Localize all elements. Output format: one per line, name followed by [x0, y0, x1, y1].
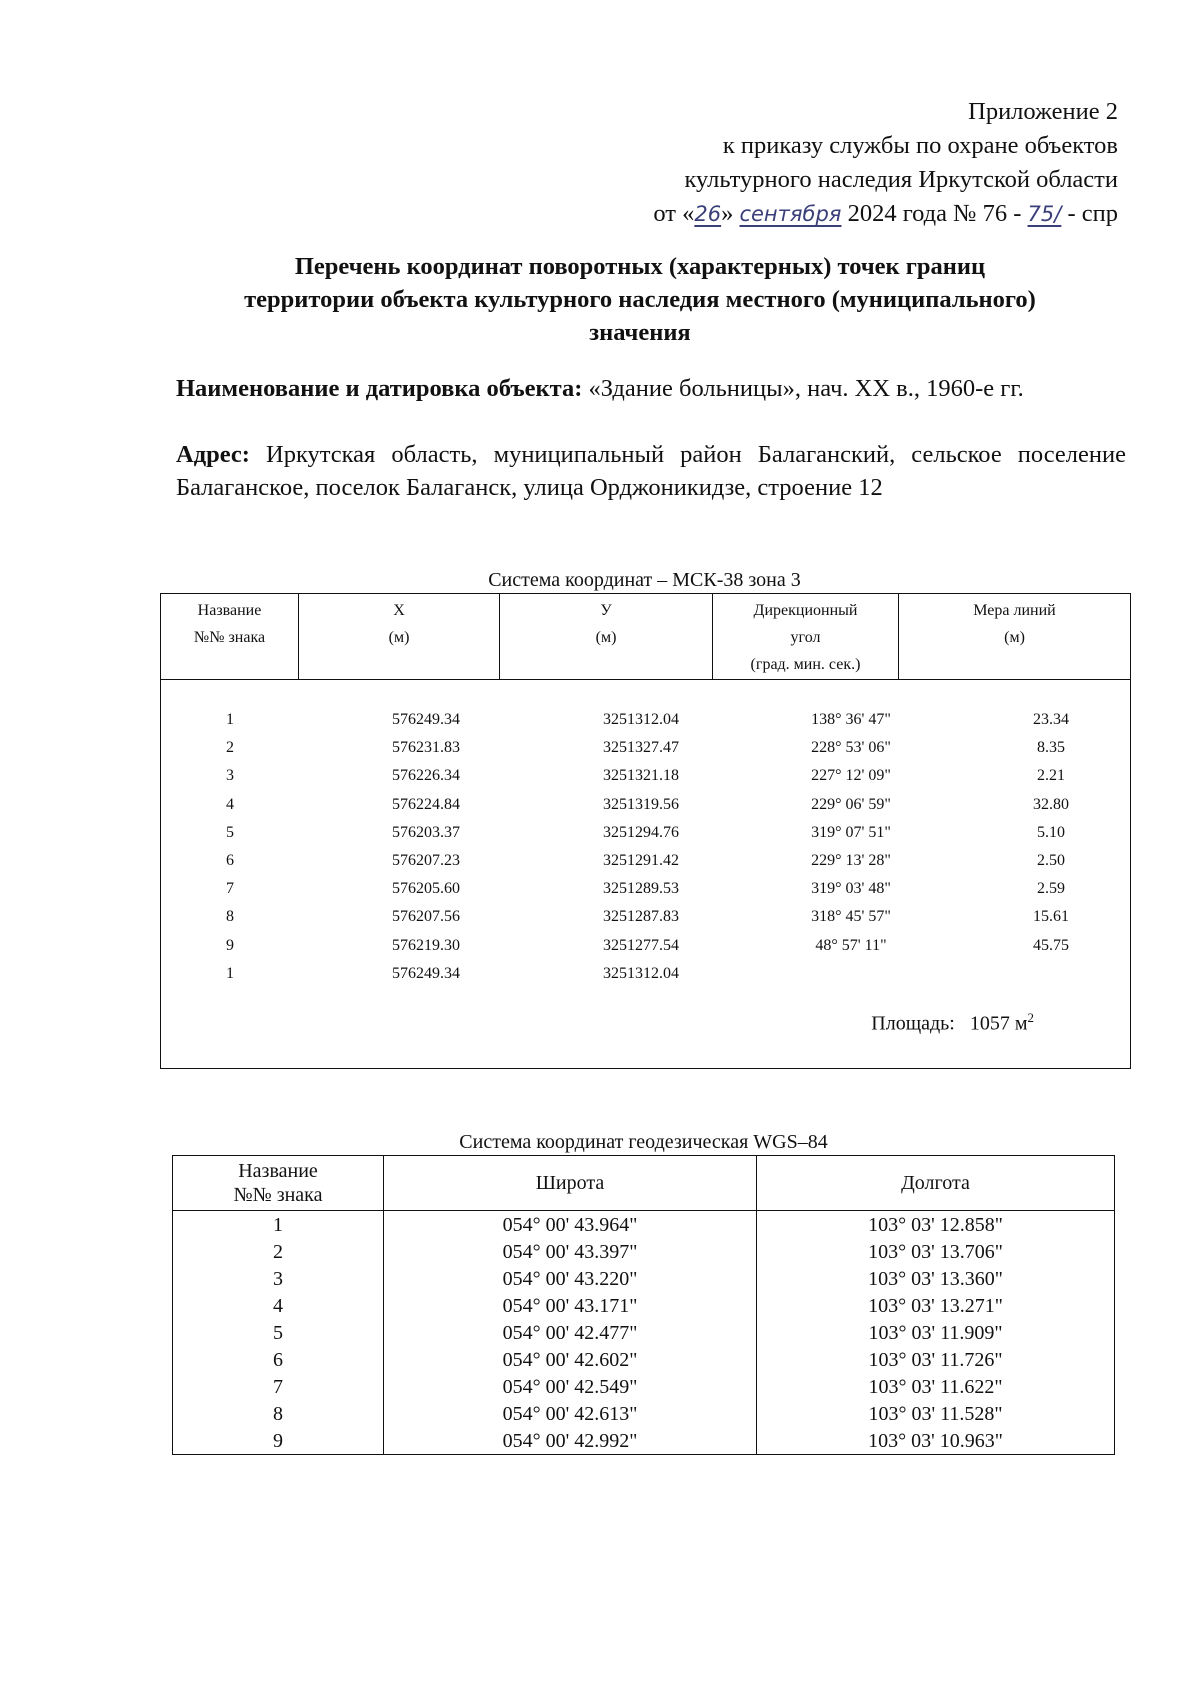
- area-label: Площадь:: [871, 1012, 955, 1035]
- t1-cell-number: 1: [226, 964, 234, 982]
- t2-cell-lon: 103° 03' 11.528": [757, 1400, 1115, 1427]
- t1-cell-number: 9: [226, 936, 234, 954]
- t2-header-lat: Широта: [384, 1156, 757, 1211]
- handwritten-number: 75/: [1027, 202, 1062, 226]
- t1-header-length: [899, 594, 1130, 680]
- t2-cell-lon: 103° 03' 13.271": [757, 1292, 1115, 1319]
- t1-cell-number: 6: [226, 852, 234, 869]
- t1-cell-y: 3251287.83: [603, 908, 679, 926]
- t2-cell-number: 8: [173, 1400, 384, 1427]
- document-title: [150, 250, 1130, 349]
- table2-caption: Система координат геодезическая WGS–84: [459, 1131, 828, 1153]
- t1-header-length-line2: (м): [1004, 629, 1025, 646]
- object-name-value: «Здание больницы», нач. XX в., 1960-е гг.: [588, 375, 1024, 402]
- t2-cell-lat: 054° 00' 43.397": [384, 1238, 757, 1265]
- t2-cell-number: 2: [173, 1238, 384, 1265]
- t1-cell-length: 2.59: [1037, 880, 1065, 898]
- t1-cell-length: 45.75: [1033, 936, 1069, 954]
- t1-cell-angle: 319° 03' 48": [811, 880, 891, 898]
- t1-cell-angle: 48° 57' 11": [815, 936, 887, 954]
- t2-cell-lat: 054° 00' 42.613": [384, 1400, 757, 1427]
- t1-cell-angle: 229° 13' 28": [811, 852, 891, 869]
- t1-cell-number: 1: [226, 711, 234, 728]
- t1-row: [161, 932, 1130, 960]
- t1-cell-y: 3251294.76: [603, 823, 679, 841]
- t1-cell-number: 2: [226, 739, 234, 757]
- t1-row: [161, 734, 1130, 762]
- t2-cell-lat: 054° 00' 43.964": [384, 1211, 757, 1239]
- t1-cell-number: 7: [226, 880, 234, 898]
- t1-header-angle-line1: Дирекционный: [753, 602, 858, 619]
- header-date-line: [653, 198, 1118, 230]
- t1-cell-length: 2.21: [1037, 767, 1065, 785]
- t1-cell-x: 576226.34: [392, 767, 460, 785]
- t1-cell-length: 32.80: [1033, 795, 1069, 813]
- t1-row: [161, 762, 1130, 790]
- t1-header-length-line1: Мера линий: [973, 602, 1056, 619]
- title-line-1: Перечень координат поворотных (характерных) точек границ: [294, 253, 986, 280]
- t2-cell-lon: 103° 03' 11.909": [757, 1319, 1115, 1346]
- t2-row: [173, 1400, 1115, 1427]
- title-line-2: территории объекта культурного наследия местного (муниципального): [244, 286, 1036, 313]
- t2-cell-number: 6: [173, 1346, 384, 1373]
- t1-cell-y: 3251291.42: [603, 852, 679, 869]
- t1-row: [161, 847, 1130, 875]
- t2-row: [173, 1211, 1115, 1239]
- t2-row: [173, 1292, 1115, 1319]
- date-prefix: от «: [653, 200, 695, 227]
- t2-cell-lat: 054° 00' 42.992": [384, 1427, 757, 1455]
- t1-cell-x: 576249.34: [392, 964, 460, 982]
- t1-cell-x: 576249.34: [392, 711, 460, 728]
- t1-row: [161, 791, 1130, 819]
- t2-header-row: [173, 1156, 1115, 1211]
- table1-caption: Система координат – МСК-38 зона 3: [488, 569, 801, 591]
- t1-header-y: [500, 594, 713, 680]
- t1-cell-y: 3251319.56: [603, 795, 679, 813]
- t2-cell-number: 1: [173, 1211, 384, 1239]
- t2-row: [173, 1238, 1115, 1265]
- t1-header-x: [299, 594, 500, 680]
- t2-row: [173, 1265, 1115, 1292]
- t2-cell-number: 5: [173, 1319, 384, 1346]
- t1-cell-angle: 229° 06' 59": [811, 795, 891, 813]
- t1-row: [161, 903, 1130, 931]
- title-line-3: значения: [589, 319, 691, 346]
- t2-cell-lon: 103° 03' 10.963": [757, 1427, 1115, 1455]
- t2-header-lon: Долгота: [757, 1156, 1115, 1211]
- header-appendix: Приложение 2: [968, 98, 1118, 125]
- t1-cell-length: 23.34: [1033, 711, 1069, 728]
- wgs84-coordinates-table: [172, 1155, 1115, 1455]
- t1-header-name: [161, 594, 299, 680]
- t2-cell-lat: 054° 00' 42.549": [384, 1373, 757, 1400]
- address-label: Адрес:: [176, 441, 250, 468]
- t1-header-name-line2: №№ знака: [193, 629, 266, 646]
- t2-cell-lat: 054° 00' 42.477": [384, 1319, 757, 1346]
- t1-cell-number: 3: [226, 767, 234, 785]
- header-order-line: к приказу службы по охране объектов: [722, 132, 1118, 159]
- t1-row: [161, 960, 1130, 988]
- t1-header-x-line2: (м): [388, 629, 410, 646]
- t2-body: [173, 1211, 1115, 1455]
- handwritten-day: 26: [694, 202, 722, 226]
- area-sup: 2: [1027, 1010, 1034, 1025]
- t1-header-angle-line3: (град. мин. сек.): [750, 656, 861, 673]
- t1-cell-angle: 138° 36' 47": [811, 711, 891, 728]
- t2-cell-lon: 103° 03' 11.726": [757, 1346, 1115, 1373]
- t1-row: [161, 875, 1130, 903]
- t2-cell-lon: 103° 03' 13.706": [757, 1238, 1115, 1265]
- t2-cell-lat: 054° 00' 42.602": [384, 1346, 757, 1373]
- t1-header-y-line2: (м): [595, 629, 617, 646]
- t2-cell-lat: 054° 00' 43.220": [384, 1265, 757, 1292]
- t1-header-angle-line2: угол: [790, 629, 821, 646]
- t1-cell-length: 8.35: [1037, 739, 1065, 757]
- object-name-paragraph: [176, 372, 1126, 405]
- t1-cell-y: 3251277.54: [603, 936, 679, 954]
- t1-cell-y: 3251312.04: [603, 964, 679, 982]
- area-line: [871, 1010, 1034, 1036]
- header-service-line: культурного наследия Иркутской области: [684, 166, 1118, 193]
- t2-cell-lon: 103° 03' 13.360": [757, 1265, 1115, 1292]
- date-suffix: - спр: [1067, 200, 1118, 227]
- t2-cell-number: 9: [173, 1427, 384, 1455]
- object-name-label: Наименование и датировка объекта:: [176, 375, 583, 402]
- t1-cell-angle: 228° 53' 06": [811, 739, 891, 757]
- t1-cell-x: 576207.56: [392, 908, 460, 926]
- t2-cell-number: 3: [173, 1265, 384, 1292]
- t2-row: [173, 1373, 1115, 1400]
- t1-cell-length: 15.61: [1033, 908, 1069, 926]
- t1-cell-x: 576231.83: [392, 739, 460, 757]
- t1-header-x-line1: X: [393, 602, 405, 619]
- t2-cell-lon: 103° 03' 12.858": [757, 1211, 1115, 1239]
- t2-header-name-line2: №№ знака: [233, 1184, 323, 1206]
- t1-cell-length: 5.10: [1037, 823, 1065, 841]
- t1-cell-x: 576207.23: [392, 852, 460, 869]
- t1-header-angle: [713, 594, 899, 680]
- handwritten-month: сентября: [739, 202, 842, 226]
- t1-cell-x: 576219.30: [392, 936, 460, 954]
- t2-row: [173, 1427, 1115, 1455]
- t1-row: [161, 706, 1130, 734]
- t1-row: [161, 819, 1130, 847]
- t2-cell-number: 7: [173, 1373, 384, 1400]
- msk-coordinates-table: [160, 593, 1131, 1069]
- t2-cell-lat: 054° 00' 43.171": [384, 1292, 757, 1319]
- t1-cell-number: 4: [226, 795, 234, 813]
- date-mid: »: [721, 200, 734, 227]
- address-value: Иркутская область, муниципальный район Балаганский, сельское поселение Балаганское, поселок Балаганск, улица Орджоникидзе, строение 12: [176, 441, 1127, 501]
- t1-cell-number: 5: [226, 823, 234, 841]
- t2-cell-number: 4: [173, 1292, 384, 1319]
- t1-cell-x: 576224.84: [392, 795, 460, 813]
- t1-cell-angle: 227° 12' 09": [811, 767, 891, 785]
- t2-header-name-line1: Название: [238, 1160, 318, 1182]
- t1-cell-y: 3251321.18: [603, 767, 679, 785]
- date-year: 2024 года № 76 -: [847, 200, 1022, 227]
- t1-cell-x: 576205.60: [392, 880, 460, 898]
- t2-cell-lon: 103° 03' 11.622": [757, 1373, 1115, 1400]
- t1-header-y-line1: У: [600, 602, 612, 619]
- t1-cell-y: 3251312.04: [603, 711, 679, 728]
- t1-cell-number: 8: [226, 908, 234, 926]
- t1-cell-y: 3251289.53: [603, 880, 679, 898]
- t2-header-name: [173, 1156, 384, 1211]
- t1-cell-angle: 319° 07' 51": [811, 823, 891, 841]
- t1-header-name-line1: Название: [197, 602, 262, 619]
- t2-row: [173, 1346, 1115, 1373]
- t1-cell-y: 3251327.47: [603, 739, 679, 757]
- t1-cell-length: 2.50: [1037, 852, 1065, 869]
- t2-row: [173, 1319, 1115, 1346]
- t1-cell-x: 576203.37: [392, 823, 460, 841]
- address-paragraph: [176, 438, 1126, 504]
- area-value: 1057 м: [969, 1012, 1028, 1035]
- t1-cell-angle: 318° 45' 57": [811, 908, 891, 926]
